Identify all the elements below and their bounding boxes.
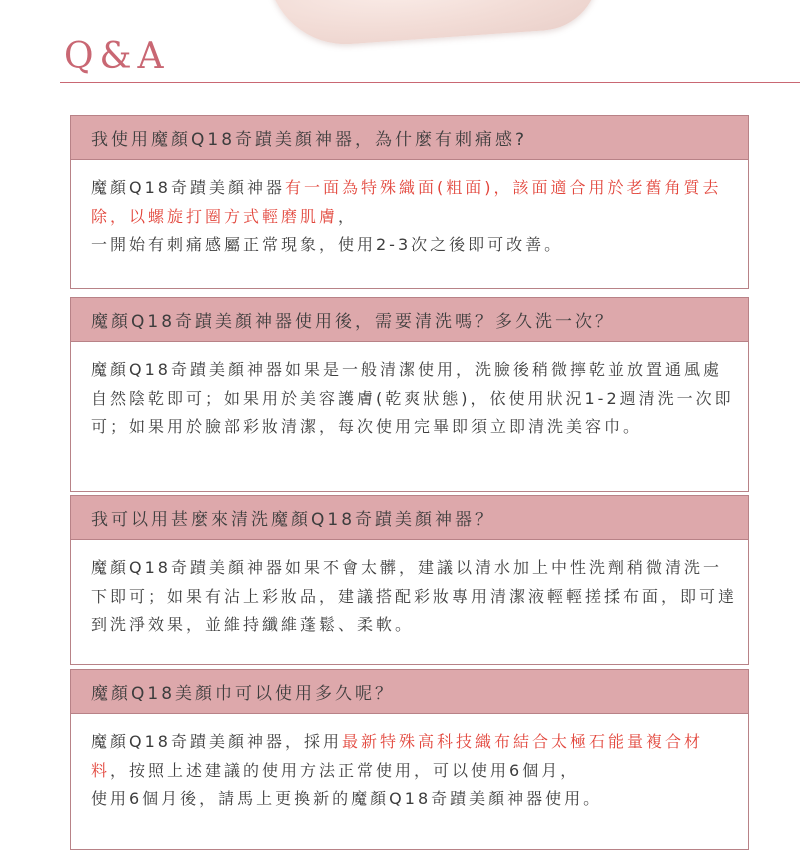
answer-line [91,174,740,231]
answer-highlight: 有一面為特殊織面(粗面)，該面適合用於老舊角質去除，以螺旋打圈方式輕磨肌膚 [91,178,722,226]
answer-text: 魔顏Q18奇蹟美顏神器，採用 [91,732,342,751]
faq-question: 魔顏Q18美顏巾可以使用多久呢？ [70,669,749,714]
answer-line: 魔顏Q18奇蹟美顏神器如果不會太髒，建議以清水加上中性洗劑稍微清洗一下即可；如果有沾上彩妝品，建議搭配彩妝專用清潔液輕輕搓揉布面，即可達到洗淨效果，並維持纖維蓬鬆、柔軟。 [91,558,738,634]
answer-highlight: 最新特殊高科技織布結合太極石能量複合材料 [91,732,703,780]
faq-item [70,669,749,850]
faq-item [70,115,749,289]
faq-question: 魔顏Q18奇蹟美顏神器使用後，需要清洗嗎？多久洗一次？ [70,297,749,342]
answer-text: ，按照上述建議的使用方法正常使用，可以使用6個月， [110,760,580,780]
faq-item [70,495,749,665]
title-divider [60,82,800,83]
answer-line: 一開始有刺痛感屬正常現象，使用2-3次之後即可改善。 [91,235,564,254]
faq-answer [70,540,749,665]
faq-answer [70,714,749,850]
faq-item [70,297,749,492]
towel-product-image [268,0,603,49]
answer-line: 使用6個月後，請馬上更換新的魔顏Q18奇蹟美顏神器使用。 [91,789,603,808]
answer-line: 魔顏Q18奇蹟美顏神器如果是一般清潔使用，洗臉後稍微擰乾並放置通風處自然陰乾即可；如果用於美容護膚(乾爽狀態)，依使用狀況1-2週清洗一次即可；如果用於臉部彩妝清潔，每次使用完畢即須立即清洗美容巾。 [91,360,734,436]
faq-answer [70,160,749,289]
answer-text: ， [338,206,358,226]
faq-question: 我使用魔顏Q18奇蹟美顏神器，為什麼有刺痛感? [70,115,749,160]
faq-question: 我可以用甚麼來清洗魔顏Q18奇蹟美顏神器？ [70,495,749,540]
faq-answer [70,342,749,492]
answer-text: 魔顏Q18奇蹟美顏神器 [91,178,285,197]
page-title: Q&A [64,36,170,77]
answer-line [91,728,740,785]
